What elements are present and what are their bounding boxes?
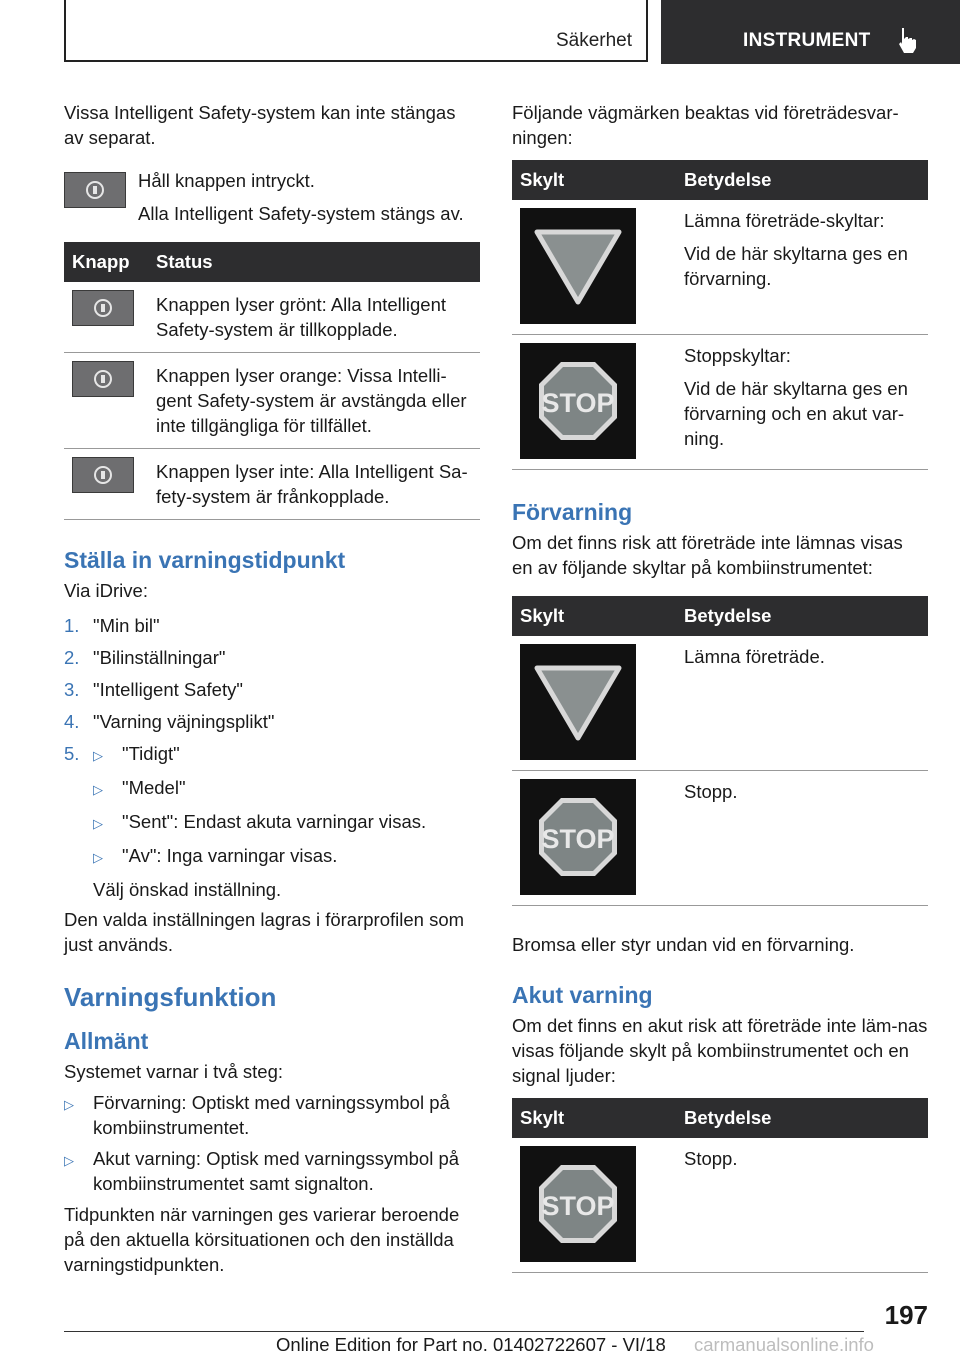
safety-button-icon (72, 457, 134, 493)
warning-function-heading: Varningsfunktion (64, 982, 277, 1012)
list-item: 2. "Bilinställningar" (64, 647, 226, 668)
table-row (512, 200, 928, 335)
svg-text:STOP: STOP (541, 824, 615, 854)
table-row (64, 282, 480, 353)
table-header-status: Status (148, 242, 480, 282)
table-header-sign: Skylt (512, 596, 676, 636)
general-heading: Allmänt (64, 1028, 149, 1054)
sign-desc: Vid de här skyltarna ges en förvarning. (684, 243, 908, 289)
table-header-meaning: Betydelse (676, 160, 928, 200)
sign-desc: Vid de här skyltarna ges en förvarning och en akut var-ning. (684, 378, 908, 449)
triangle-bullet-icon: ▷ (93, 748, 103, 763)
sign-title: Lämna företräde. (684, 646, 825, 667)
safety-button-icon (72, 361, 134, 397)
sign-title: Stopp. (684, 1148, 738, 1169)
press-line-2: Alla Intelligent Safety-system stängs av. (138, 203, 464, 224)
footer-edition: Online Edition for Part no. 01402722607 - VI/18 (276, 1334, 666, 1355)
status-text: Knappen lyser grönt: Alla Intelligent Safety-system är tillkopplade. (148, 282, 480, 353)
table-row (512, 771, 928, 906)
table-header-sign: Skylt (512, 160, 676, 200)
status-text: Knappen lyser inte: Alla Intelligent Sa-fety-system är frånkopplade. (148, 449, 480, 520)
list-item: ▷ Förvarning: Optiskt med varningssymbol på kombiinstrumentet. (64, 1092, 450, 1138)
hand-pointer-icon (895, 26, 921, 54)
press-line-1: Håll knappen intryckt. (138, 170, 315, 191)
pre-warning-sign-table (512, 596, 928, 906)
table-header-sign: Skylt (512, 1098, 676, 1138)
table-header-meaning: Betydelse (676, 1098, 928, 1138)
triangle-bullet-icon: ▷ (64, 1097, 74, 1112)
via-text: Via iDrive: (64, 580, 148, 601)
acute-warning-sign-table (512, 1098, 928, 1273)
status-text: Knappen lyser orange: Vissa Intelli-gent Safety-system är avstängda eller inte tillgängliga för tillfället. (148, 353, 480, 449)
list-item: 4. "Varning väjningsplikt" (64, 711, 275, 732)
table-row (512, 335, 928, 470)
acute-warning-text: Om det finns en akut risk att företräde inte läm-nas visas följande skylt på kombiinstrumentet och en signal ljuder: (512, 1015, 928, 1086)
yield-sign-icon (520, 208, 636, 324)
safety-button-icon (64, 172, 126, 208)
timing-text: Tidpunkten när varningen ges varierar beroende på den aktuella körsituationen och den inställda varningstidpunkten. (64, 1204, 460, 1275)
list-item: 3. "Intelligent Safety" (64, 679, 243, 700)
acute-warning-heading: Akut varning (512, 982, 653, 1008)
sign-title: Lämna företräde-skyltar: (684, 210, 885, 231)
yield-sign-icon (520, 644, 636, 760)
safety-button-icon (72, 290, 134, 326)
intro-text: Vissa Intelligent Safety-system kan inte stängas av separat. (64, 102, 456, 148)
footer-watermark[interactable]: carmanualsonline.info (694, 1334, 874, 1355)
table-header-meaning: Betydelse (676, 596, 928, 636)
triangle-bullet-icon: ▷ (93, 782, 103, 797)
page-number: 197 (884, 1300, 928, 1330)
sign-title: Stopp. (684, 781, 738, 802)
saved-text: Den valda inställningen lagras i förarprofilen som just används. (64, 909, 465, 955)
list-item: 1. "Min bil" (64, 615, 160, 636)
brake-text: Bromsa eller styr undan vid en förvarning. (512, 934, 855, 955)
pre-warning-text: Om det finns risk att företräde inte lämnas visas en av följande skyltar på kombiinstrumentet: (512, 532, 903, 578)
chapter-title: INSTRUMENT (743, 30, 871, 51)
two-steps-text: Systemet varnar i två steg: (64, 1061, 284, 1082)
triangle-bullet-icon: ▷ (93, 816, 103, 831)
table-header-button: Knapp (64, 242, 148, 282)
sign-title: Stoppskyltar: (684, 345, 791, 366)
stop-sign-icon (520, 1146, 636, 1262)
list-item: 5. ▷ "Tidigt" ▷ "Medel" ▷ "Sent": Endast akuta varningar visas. ▷ "Av": Inga varningar visas. Välj önskad inställning. (64, 743, 427, 900)
stop-sign-icon (520, 779, 636, 895)
pre-warning-heading: Förvarning (512, 499, 633, 525)
svg-text:STOP: STOP (541, 1191, 615, 1221)
table-row (64, 353, 480, 449)
header-section-box (64, 0, 648, 62)
warning-bullets (64, 1090, 480, 1196)
table-row (64, 449, 480, 520)
table-row (512, 1138, 928, 1273)
section-title: Säkerhet (555, 30, 632, 51)
header-chapter-tab[interactable] (661, 0, 960, 64)
list-item: ▷ Akut varning: Optisk med varningssymbol på kombiinstrumentet samt signalton. (64, 1148, 460, 1194)
press-instruction (64, 168, 480, 226)
set-warning-heading: Ställa in varningstidpunkt (64, 547, 346, 573)
triangle-bullet-icon: ▷ (93, 850, 103, 865)
choose-text: Välj önskad inställning. (93, 879, 282, 900)
intro-text: Följande vägmärken beaktas vid företrädesvar-ningen: (512, 102, 899, 148)
step-list (64, 613, 480, 902)
triangle-bullet-icon: ▷ (64, 1153, 74, 1168)
button-status-table (64, 242, 480, 520)
table-row (512, 636, 928, 771)
stop-sign-icon (520, 343, 636, 459)
svg-text:STOP: STOP (541, 388, 615, 418)
sign-table (512, 160, 928, 470)
right-column (512, 100, 928, 1273)
left-column (64, 100, 480, 1277)
footer-divider (64, 1331, 864, 1332)
